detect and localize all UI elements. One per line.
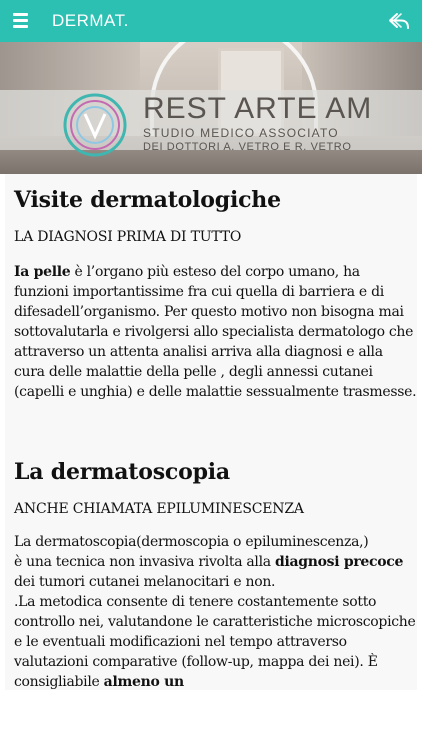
paragraph-text: La dermatoscopia(dermoscopia o epiluminescenza,) <box>14 534 369 550</box>
section-heading-dermatoscopia: La dermatoscopia <box>14 459 230 485</box>
section-subheading-diagnosi: LA DIAGNOSI PRIMA DI TUTTO <box>14 229 242 245</box>
hamburger-line <box>13 19 28 22</box>
paragraph-text: è una tecnica non invasiva rivolta alla <box>14 554 275 570</box>
paragraph-pelle <box>14 262 417 402</box>
reply-arrow-icon[interactable] <box>388 11 410 31</box>
section-subheading-epiluminescenza: ANCHE CHIAMATA EPILUMINESCENZA <box>14 501 304 517</box>
app-title: DERMAT. <box>52 11 129 30</box>
paragraph-dermatoscopia <box>14 532 417 690</box>
studio-logo-icon <box>60 90 130 160</box>
logo-subtitle-2: DEI DOTTORI A. VETRO E R. VETRO <box>143 141 352 153</box>
paragraph-text: è l’organo più esteso del corpo umano, ha funzioni importantissime fra cui quella di barriera e di difesadell’organismo. Per questo motivo non bisogna mai sottovalutarla e rivolgersi allo specialista dermatologo che attraverso un attenta analisi arriva alla diagnosi e alla cura delle malattie della pelle , degli annessi cutanei (capelli e unghia) e delle malattie sessualmente trasmesse. <box>14 264 417 400</box>
top-app-bar <box>0 0 422 42</box>
bold-text: diagnosi precoce <box>275 554 404 570</box>
bold-text: Ia pelle <box>14 264 71 280</box>
article-content[interactable] <box>5 174 417 690</box>
paragraph-text: .La metodica consente di tenere costantemente sotto controllo nei, valutandone le caratteristiche microscopiche e le eventuali modificazioni nel tempo attraverso valutazioni comparative (follow-up, mappa dei nei). È consigliabile <box>14 594 416 690</box>
bold-text: almeno un <box>103 674 184 690</box>
bottom-blank-area <box>0 690 422 750</box>
paragraph-text: dei tumori cutanei melanocitari e non. <box>14 574 276 590</box>
hamburger-icon[interactable] <box>13 12 28 29</box>
section-heading-visite: Visite dermatologiche <box>14 187 281 213</box>
logo-text: REST ARTE AM <box>143 92 373 125</box>
logo-subtitle-1: STUDIO MEDICO ASSOCIATO <box>143 126 339 140</box>
hero-banner <box>0 42 422 174</box>
hamburger-line <box>13 13 28 16</box>
hamburger-line <box>13 25 28 28</box>
